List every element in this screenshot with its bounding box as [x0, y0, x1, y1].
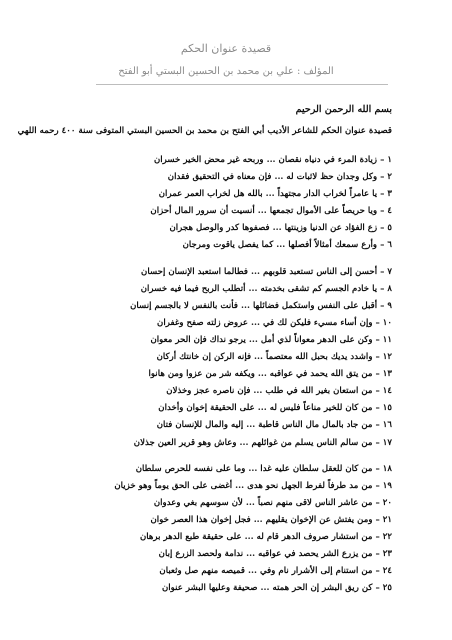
verse-line: ١٢ – واشدد يديك بحبل الله معتصماً ... فإنه الركن إن خانتك أركان: [156, 352, 392, 363]
verse-group: [52, 461, 392, 598]
verse-line: ١٥ – من كان للخير مناعاً فليس له ... على الحقيقة إخوان وأخدان: [158, 403, 392, 414]
verse-line: ٢١ – ومن يفتش عن الإخوان يقليهم ... فجل إخوان هذا العصر خوان: [150, 514, 392, 525]
verse-line: ٦ – وأرع سمعك أمثالاً أفصلها ... كما يفصل ياقوت ومرجان: [182, 240, 392, 251]
verse-line: ٣ – يا عامراً لخراب الدار مجتهداً ... بالله هل لخراب العمر عمران: [158, 189, 392, 200]
verse-line: ١ – زيادة المرء في دنياه نقصان ... وربحه غير محض الخير خسران: [153, 155, 392, 165]
basmala-line: بسم الله الرحمن الرحيم: [295, 104, 392, 115]
verse-line: ٢٤ – من استنام إلى الأشرار نام وفي ... قميصه منهم صل وثعبان: [159, 566, 392, 577]
verse-line: ١٨ – من كان للعقل سلطان عليه غدا ... وما على نفسه للحرص سلطان: [135, 463, 392, 474]
verse-line: ٢٥ – كن ريق البشر إن الحر همته ... صحيفة وعليها البشر عنوان: [161, 583, 392, 594]
poem-title: قصيدة عنوان الحكم: [180, 42, 272, 55]
verse-line: ٢٢ – من استشار صروف الدهر قام له ... على حقيقة طبع الدهر برهان: [139, 531, 392, 542]
verse-group: [52, 264, 392, 452]
verse-line: ١٣ – من يتق الله يحمد في عواقبه ... ويكفه شر من عزوا ومن هانوا: [148, 369, 392, 380]
verse-line: ٩ – أقبل على النفس واستكمل فضائلها ... فأنت بالنفس لا بالجسم إنسان: [130, 300, 392, 311]
verse-line: ٨ – يا خادم الجسم كم تشقى بخدمته ... أتطلب الربح فيما فيه خسران: [140, 283, 392, 294]
verse-line: ١٧ – من سالم الناس يسلم من غوائلهم ... وعاش وهو قرير العين جذلان: [133, 437, 392, 448]
verse-line: ١٩ – من مد طرفاً لفرط الجهل نحو هدى ... أغضى على الحق يوماً وهو خزيان: [114, 480, 392, 491]
author-line: المؤلف : علي بن محمد بن الحسين البستي أبو الفتح: [118, 66, 334, 77]
intro-line: قصيدة عنوان الحكم للشاعر الأديب أبي الفتح بن محمد بن الحسين البستي المتوفى سنة ٤٠٠ رحمه اللهي: [17, 126, 392, 136]
verse-line: ٢ – وكل وجدان حظ لاثبات له ... فإن معناه في التحقيق فقدان: [167, 172, 392, 183]
verse-line: ٢٠ – من عاشر الناس لاقى منهم نصباً ... لأن سوسهم بغي وعدوان: [153, 497, 392, 508]
verse-list: [52, 152, 392, 606]
header-divider: [96, 84, 388, 85]
verse-line: ٢٣ – من يزرع الشر يحصد في عواقبه ... ندامة ولحصد الزرع إبان: [158, 549, 392, 560]
verse-line: ١٤ – من استعان بغير الله في طلب ... فإن ناصره عجز وخذلان: [166, 386, 392, 397]
verse-line: ١٠ – وإن أساء مسيء فليكن لك في ... عروض زلته صفح وغفران: [157, 317, 392, 328]
verse-line: ٥ – زع الفؤاد عن الدنيا وزينتها ... فصفوها كدر والوصل هجران: [169, 223, 392, 234]
verse-line: ١١ – وكن على الدهر معواناً لذي أمل ... يرجو نداك فإن الحر معوان: [150, 334, 392, 345]
verse-group: [52, 152, 392, 255]
verse-line: ١٦ – من جاد بالمال مال الناس قاطبة ... إليه والمال للإنسان فتان: [156, 420, 392, 431]
verse-line: ٤ – ويا حريصاً على الأموال تجمعها ... أنسيت أن سرور المال أحزان: [150, 206, 392, 217]
verse-line: ٧ – أحسن إلى الناس تستعبد قلوبهم ... فطالما استعبد الإنسان إحسان: [141, 266, 392, 277]
